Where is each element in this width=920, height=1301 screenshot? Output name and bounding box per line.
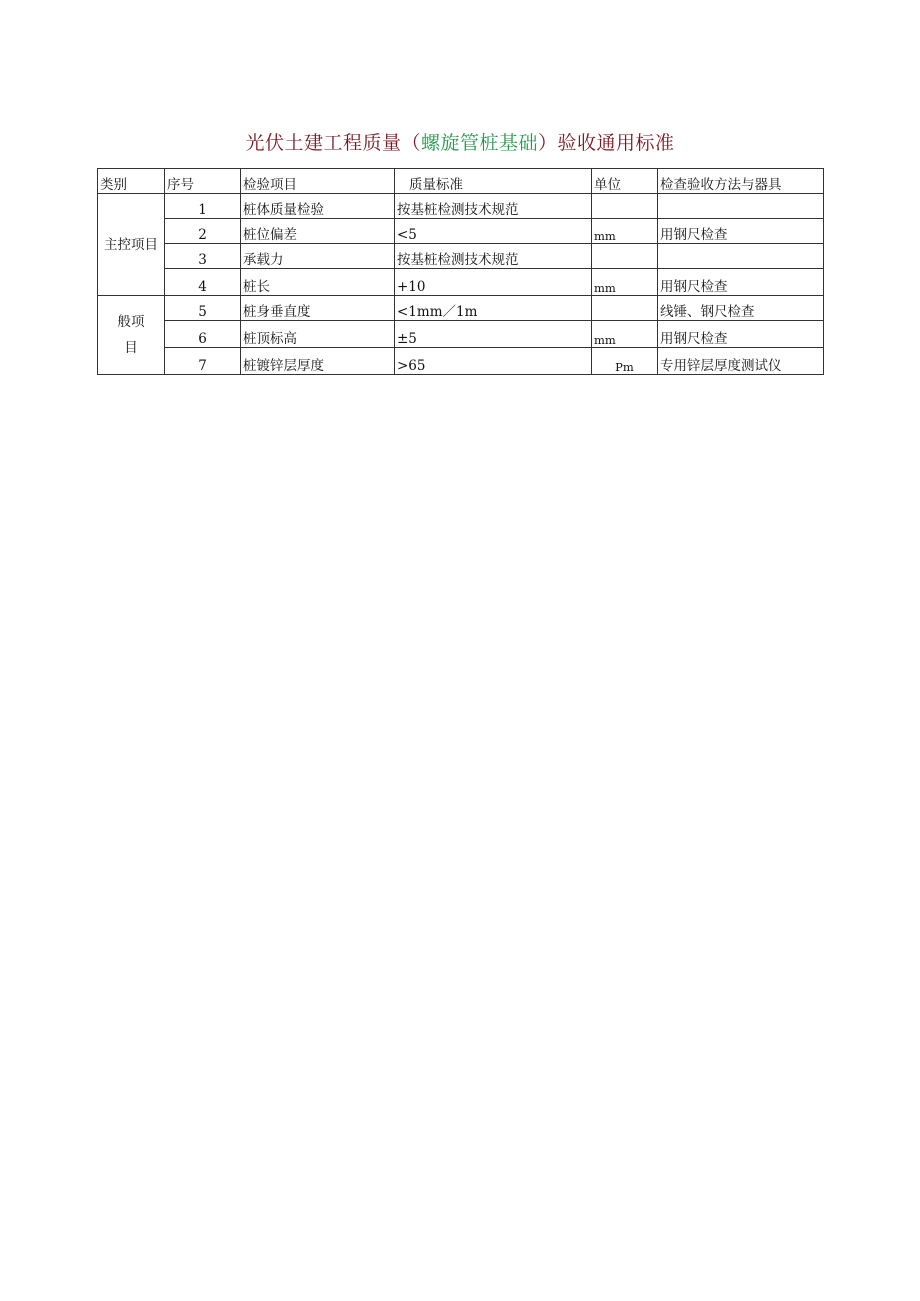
row-item: 承载力 (241, 244, 395, 269)
row-unit: mm (592, 269, 658, 296)
header-method: 检查验收方法与器具 (658, 169, 824, 194)
row-method: 线锤、钢尺检查 (658, 296, 824, 321)
row-item: 桩顶标高 (241, 321, 395, 348)
table-row (98, 296, 824, 321)
category-general-line2: 目 (124, 340, 138, 356)
row-standard: ±5 (395, 321, 592, 348)
row-method (658, 244, 824, 269)
table-row (98, 348, 824, 375)
category-main-control: 主控项目 (98, 194, 165, 296)
title-part-2: 螺旋管桩基础 (420, 132, 538, 154)
header-category: 类别 (98, 169, 165, 194)
row-standard: 按基桩检测技术规范 (395, 194, 592, 219)
header-quality-standard: 质量标准 (395, 169, 592, 194)
acceptance-standard-table (97, 168, 824, 375)
row-unit (592, 194, 658, 219)
document-title (0, 128, 920, 155)
row-item: 桩长 (241, 269, 395, 296)
row-number: 1 (165, 194, 241, 219)
category-general (98, 296, 165, 375)
row-unit: Pm (592, 348, 658, 375)
title-part-1: 光伏土建工程质量（ (245, 132, 421, 154)
row-item: 桩位偏差 (241, 219, 395, 244)
table-row (98, 321, 824, 348)
row-item: 桩身垂直度 (241, 296, 395, 321)
table-row (98, 194, 824, 219)
row-unit: mm (592, 321, 658, 348)
table-header-row (98, 169, 824, 194)
header-unit: 单位 (592, 169, 658, 194)
row-number: 3 (165, 244, 241, 269)
row-number: 5 (165, 296, 241, 321)
row-number: 7 (165, 348, 241, 375)
row-standard: <5 (395, 219, 592, 244)
row-unit: mm (592, 219, 658, 244)
row-standard: >65 (395, 348, 592, 375)
row-standard: 按基桩检测技术规范 (395, 244, 592, 269)
row-number: 6 (165, 321, 241, 348)
row-number: 4 (165, 269, 241, 296)
row-method: 专用锌层厚度测试仪 (658, 348, 824, 375)
header-inspection-item: 检验项目 (241, 169, 395, 194)
table-row (98, 244, 824, 269)
title-part-3: ）验收通用标准 (538, 132, 675, 154)
header-number: 序号 (165, 169, 241, 194)
row-method: 用钢尺检查 (658, 219, 824, 244)
table-row (98, 269, 824, 296)
table-row (98, 219, 824, 244)
row-number: 2 (165, 219, 241, 244)
row-method: 用钢尺检查 (658, 269, 824, 296)
row-standard: <1mm／1m (395, 296, 592, 321)
row-item: 桩镀锌层厚度 (241, 348, 395, 375)
row-unit (592, 244, 658, 269)
row-method (658, 194, 824, 219)
row-standard: +10 (395, 269, 592, 296)
row-unit (592, 296, 658, 321)
row-method: 用钢尺检查 (658, 321, 824, 348)
category-general-line1: 般项 (117, 314, 145, 330)
row-item: 桩体质量检验 (241, 194, 395, 219)
